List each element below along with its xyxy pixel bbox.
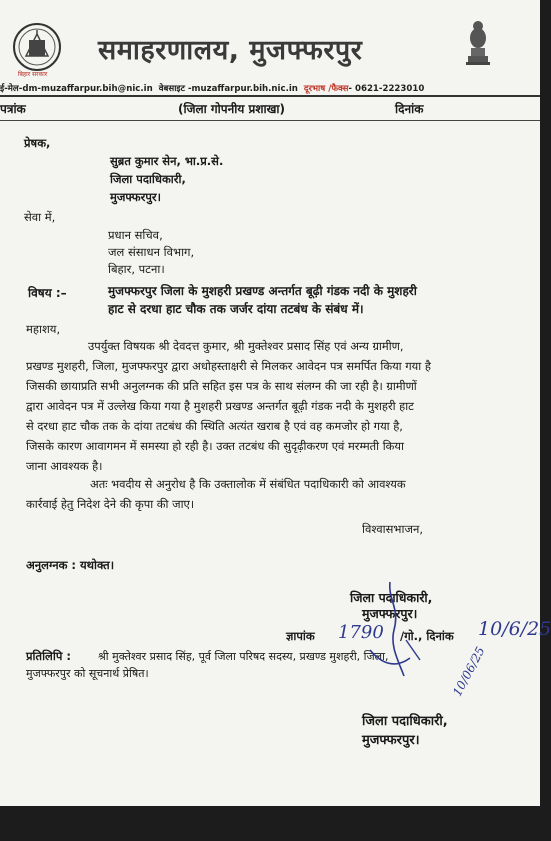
memo-number: 1790 — [338, 622, 384, 643]
ref-label: पत्रांक — [0, 102, 26, 116]
memo-date: 10/6/25 — [478, 618, 551, 640]
subject-label: विषय :– — [28, 286, 67, 300]
memo-label: ज्ञापांक — [286, 629, 315, 643]
sender-designation: जिला पदाधिकारी, — [110, 172, 186, 186]
copy-line2: मुजफ्फरपुर को सूचनार्थ प्रेषित। — [26, 667, 149, 680]
date-label: दिनांक — [395, 102, 424, 116]
signature1-designation: जिला पदाधिकारी, — [350, 590, 433, 605]
bihar-government-logo — [12, 22, 62, 72]
signature1-place: मुजफ्फरपुर। — [362, 606, 418, 621]
email-text: ई-मेल-dm-muzaffarpur.bih@nic.in — [0, 84, 153, 94]
recipient-line2: जल संसाधन विभाग, — [108, 245, 195, 259]
subject-line1: मुजफ्फरपुर जिला के मुशहरी प्रखण्ड अन्तर्गत बूढ़ी गंडक नदी के मुशहरी — [108, 284, 417, 298]
body-p1-line2: प्रखण्ड मुशहरी, जिला, मुजफ्फरपुर द्वारा अधोहस्ताक्षरी से मिलकर आवेदन पत्र समर्पित किया गया है — [26, 359, 431, 373]
phone-label: दूरभाष /फैक्स — [303, 84, 349, 94]
handwritten-signature — [350, 580, 420, 700]
photo-bottom-edge — [0, 806, 540, 841]
sender-name: सुब्रत कुमार सेन, भा.प्र.से. — [110, 154, 224, 168]
section-label: (जिला गोपनीय प्रशाखा) — [178, 102, 286, 116]
enclosure: अनुलग्नक : यथोक्त। — [26, 558, 115, 572]
body-p1-line3: जिसकी छायाप्रति सभी अनुलग्नक की प्रति सहित इस पत्र के साथ संलग्न की जा रही है। ग्रामीणों — [26, 379, 417, 393]
body-p2-line2: कार्रवाई हेतु निदेश देने की कृपा की जाए। — [26, 497, 195, 511]
govt-caption: बिहार सरकार — [18, 71, 48, 78]
recipient-line1: प्रधान सचिव, — [108, 228, 163, 242]
memo-mid: /गो., दिनांक — [400, 629, 454, 643]
body-p1-line1: उपर्युक्त विषयक श्री देवदत्त कुमार, श्री मुक्तेश्वर प्रसाद सिंह एवं अन्य ग्रामीण, — [88, 339, 404, 353]
subject-line2: हाट से दरधा हाट चौक तक जर्जर दांया तटबंध के संबंध में। — [108, 302, 364, 316]
body-p1-line4: द्वारा आवेदन पत्र में उल्लेख किया गया है मुशहरी प्रखण्ड अन्तर्गत बूढ़ी गंडक नदी के मुशहरी हाट — [26, 399, 414, 413]
ref-rule — [0, 120, 540, 121]
closing: विश्वासभाजन, — [362, 522, 424, 536]
salutation: महाशय, — [26, 322, 61, 336]
recipient-line3: बिहार, पटना। — [108, 262, 165, 276]
sender-label: प्रेषक, — [24, 136, 51, 150]
phone-text: - 0621-2223010 — [348, 84, 425, 94]
national-emblem-icon — [462, 18, 494, 68]
signature-handwritten-date: 10/06/25 — [450, 644, 488, 699]
contact-line — [0, 82, 424, 94]
body-p1-line6: जिसके कारण आवागमन में समस्या हो रही है। उक्त तटबंध की सुदृढ़ीकरण एवं मरम्मती किया — [26, 439, 404, 453]
body-p2-line1: अतः भवदीय से अनुरोध है कि उक्तालोक में संबंधित पदाधिकारी को आवश्यक — [90, 477, 406, 491]
header-rule — [0, 95, 540, 97]
copy-line1: श्री मुक्तेश्वर प्रसाद सिंह, पूर्व जिला परिषद सदस्य, प्रखण्ड मुशहरी, जिला, — [98, 650, 389, 663]
copy-label: प्रतिलिपि : — [26, 649, 71, 663]
signature2-designation: जिला पदाधिकारी, — [362, 714, 448, 729]
recipient-label: सेवा में, — [24, 210, 56, 224]
signature2-place: मुजफ्फरपुर। — [362, 733, 420, 748]
body-p1-line5: से दरधा हाट चौक तक के दांया तटबंध की स्थिति अत्यंत खराब है एवं वह कमजोर हो गया है, — [26, 419, 403, 433]
body-p1-line7: जाना आवश्यक है। — [26, 459, 103, 473]
sender-place: मुजफ्फरपुर। — [110, 190, 161, 204]
website-text: वेबसाइट -muzaffarpur.bih.nic.in — [158, 84, 298, 94]
office-title: समाहरणालय, मुजफ्फरपुर — [98, 35, 363, 66]
